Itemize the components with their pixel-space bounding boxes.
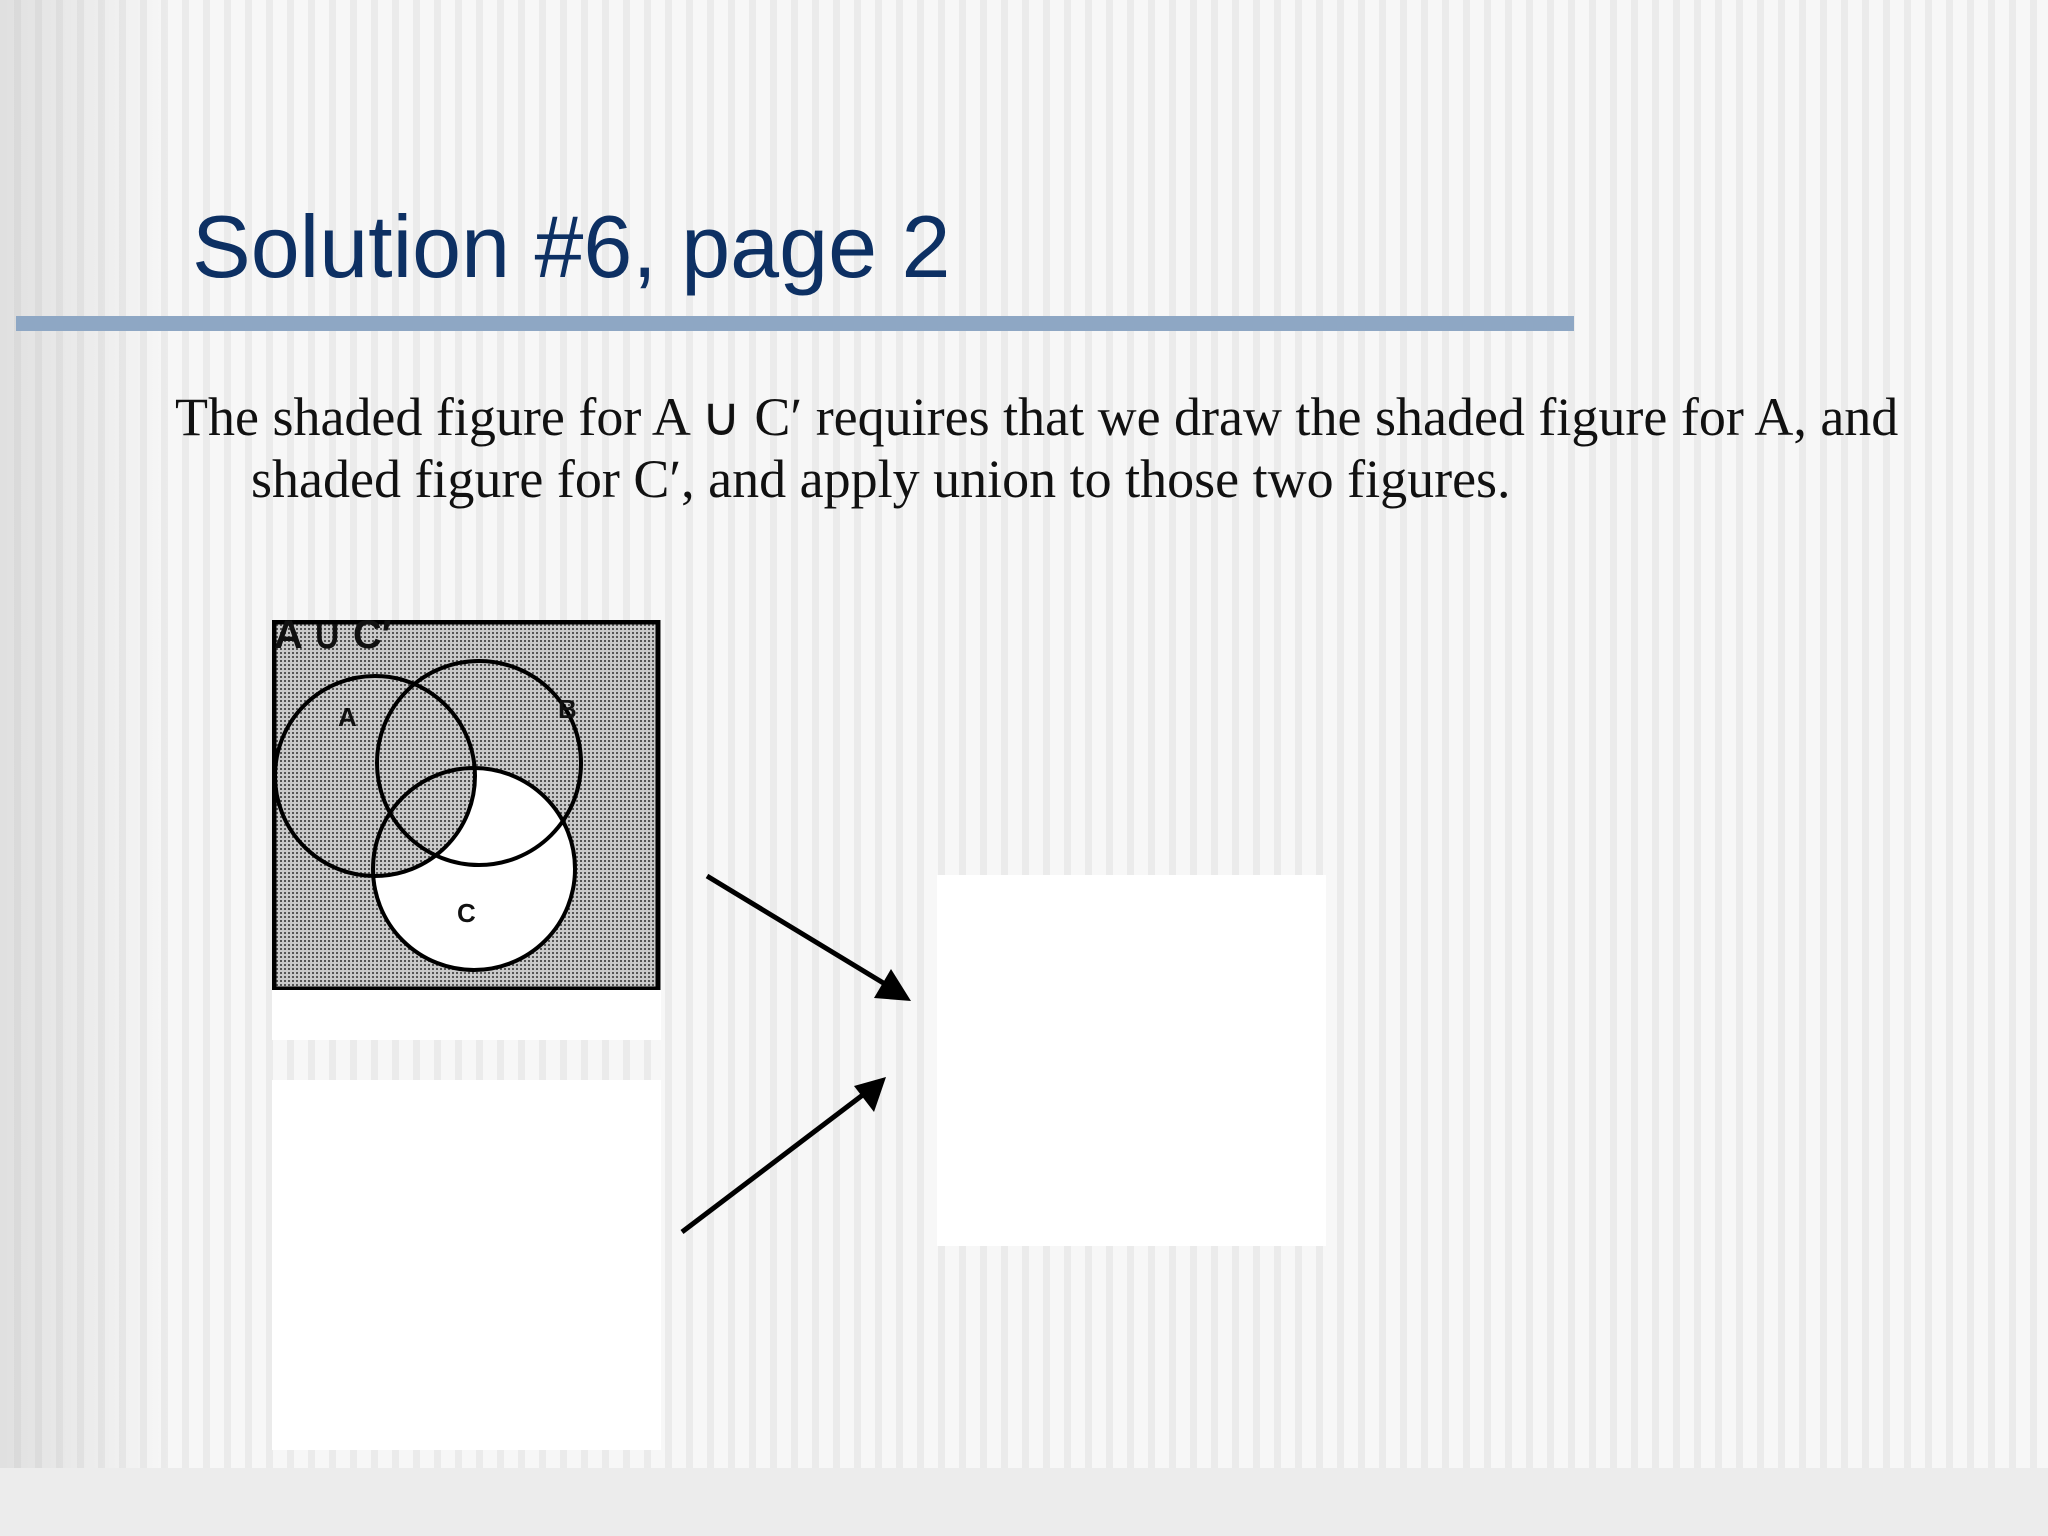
set-c-label: C xyxy=(457,898,476,928)
venn-caption: A ∪ C′ xyxy=(274,620,392,657)
c-complement-panel xyxy=(272,1080,661,1450)
arrow-bottom-icon xyxy=(682,1077,886,1232)
venn-diagram xyxy=(272,620,661,990)
title-divider xyxy=(16,316,1574,331)
set-b-label: B xyxy=(558,694,577,724)
set-a-label: A xyxy=(338,702,357,732)
union-result-panel xyxy=(937,875,1326,1246)
venn-diagram-panel xyxy=(272,620,661,1040)
slide-body-text: The shaded figure for A ∪ C′ requires that we draw the shaded figure for A, and shaded figure for C′, and apply union to those two figures. xyxy=(175,387,1899,509)
slide-title: Solution #6, page 2 xyxy=(192,197,951,296)
arrow-top-icon xyxy=(707,876,911,1001)
